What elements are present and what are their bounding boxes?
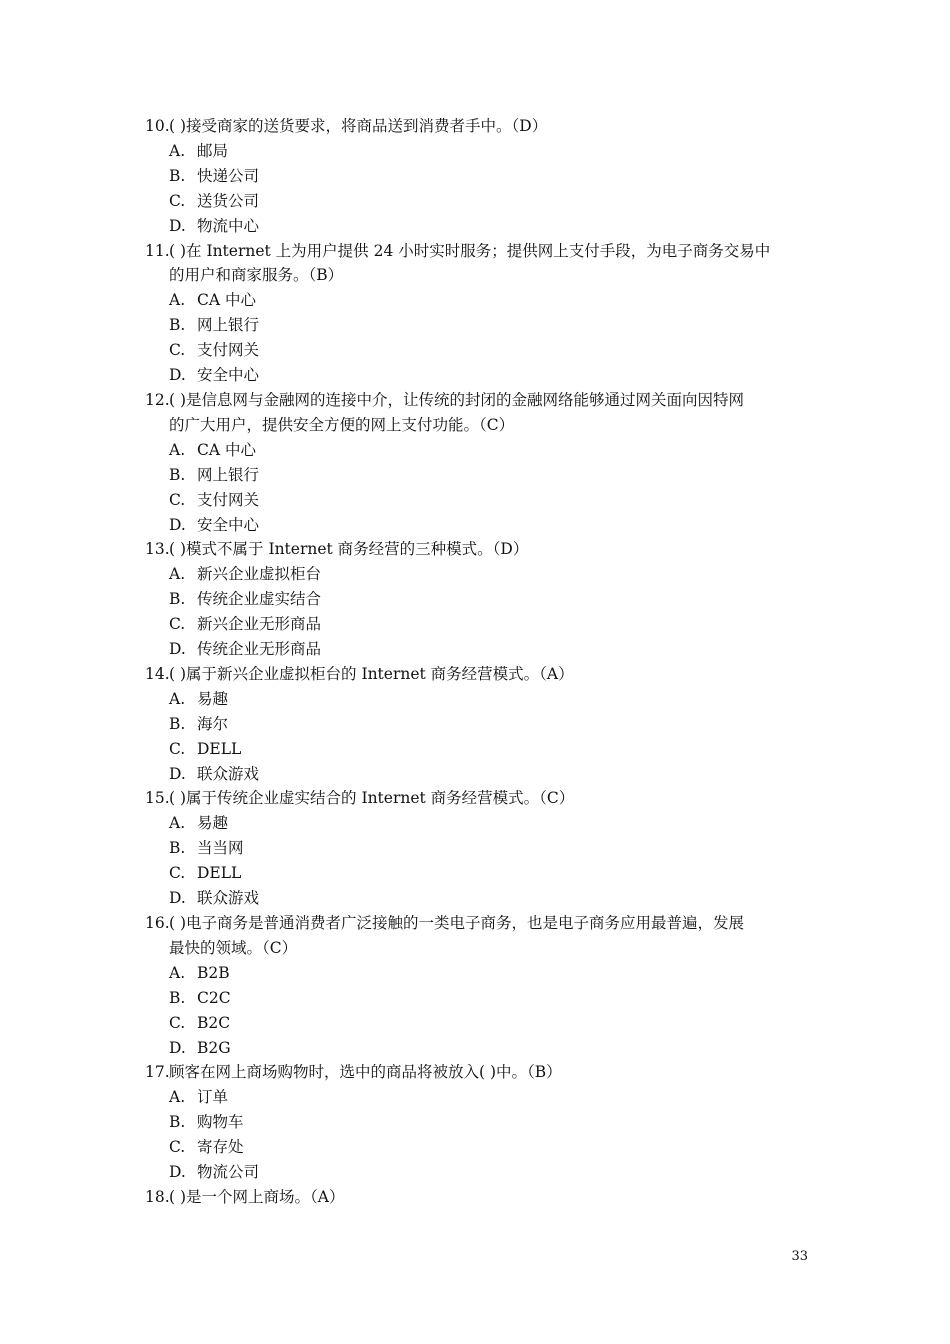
option-label: D. — [169, 764, 186, 783]
option-label: B. — [169, 590, 186, 609]
option-text: 传统企业虚实结合 — [197, 590, 322, 609]
answer-option — [145, 687, 815, 712]
option-label: D. — [169, 216, 186, 235]
option-label: C. — [169, 864, 186, 883]
question-item — [145, 239, 815, 388]
question-number: 13. — [145, 540, 170, 559]
answer-option — [145, 164, 815, 189]
option-label: B. — [169, 465, 186, 484]
question-number: 18. — [145, 1187, 170, 1206]
page-number: 33 — [791, 1249, 808, 1264]
answer-option — [145, 139, 815, 164]
question-text: ( )接受商家的送货要求，将商品送到消费者手中。（D） — [169, 117, 548, 135]
question-number: 14. — [145, 664, 170, 683]
option-text: 购物车 — [197, 1113, 244, 1132]
answer-option — [145, 1036, 815, 1061]
option-text: 支付网关 — [197, 341, 260, 360]
answer-option — [145, 986, 815, 1011]
option-label: B. — [169, 316, 186, 335]
option-label: C. — [169, 739, 186, 758]
option-label: B. — [169, 1113, 186, 1132]
answer-option — [145, 463, 815, 488]
answer-option — [145, 363, 815, 388]
answer-option — [145, 762, 815, 787]
option-label: C. — [169, 615, 186, 634]
question-stem — [145, 911, 815, 936]
option-text: 安全中心 — [197, 366, 260, 385]
option-label: B. — [169, 839, 186, 858]
option-text: C2C — [197, 988, 231, 1007]
question-item — [145, 537, 815, 662]
option-label: A. — [169, 814, 186, 833]
option-label: A. — [169, 440, 186, 459]
option-label: D. — [169, 640, 186, 659]
question-stem — [145, 1060, 815, 1085]
answer-option — [145, 836, 815, 861]
answer-option — [145, 811, 815, 836]
option-text: DELL — [197, 739, 242, 758]
option-text: 网上银行 — [197, 316, 260, 335]
question-item — [145, 911, 815, 1060]
answer-option — [145, 214, 815, 239]
answer-option — [145, 1160, 815, 1185]
option-text: 传统企业无形商品 — [197, 640, 322, 659]
answer-option — [145, 488, 815, 513]
option-label: A. — [169, 963, 186, 982]
question-text: ( )模式不属于 Internet 商务经营的三种模式。（D） — [169, 540, 529, 559]
answer-option — [145, 562, 815, 587]
option-text: 物流中心 — [197, 216, 260, 235]
answer-option — [145, 587, 815, 612]
option-text: 订单 — [197, 1088, 229, 1107]
option-text: 联众游戏 — [197, 764, 260, 783]
option-text: 支付网关 — [197, 490, 260, 509]
option-text: 网上银行 — [197, 465, 260, 484]
option-text: 当当网 — [197, 839, 244, 858]
option-label: D. — [169, 366, 186, 385]
option-text: 新兴企业无形商品 — [197, 615, 322, 634]
question-item — [145, 114, 815, 239]
option-label: D. — [169, 1038, 186, 1057]
question-text: ( )是一个网上商场。（A） — [169, 1187, 345, 1206]
option-label: C. — [169, 341, 186, 360]
answer-option — [145, 961, 815, 986]
question-text: ( )属于新兴企业虚拟柜台的 Internet 商务经营模式。（A） — [169, 664, 574, 683]
option-text: CA 中心 — [197, 291, 256, 310]
question-text: ( )是信息网与金融网的连接中介，让传统的封闭的金融网络能够通过网关面向因特网 — [169, 390, 745, 409]
answer-option — [145, 637, 815, 662]
answer-option — [145, 438, 815, 463]
question-stem — [145, 239, 815, 264]
question-stem — [145, 537, 815, 562]
option-text: B2G — [197, 1038, 231, 1057]
question-item — [145, 1185, 815, 1210]
question-text: ( )属于传统企业虚实结合的 Internet 商务经营模式。（C） — [169, 789, 575, 808]
option-label: A. — [169, 1088, 186, 1107]
answer-option — [145, 288, 815, 313]
option-label: B. — [169, 166, 186, 185]
question-text: 顾客在网上商场购物时，选中的商品将被放入( )中。（B） — [169, 1063, 562, 1082]
question-stem — [145, 662, 815, 687]
option-text: 联众游戏 — [197, 889, 260, 908]
option-label: C. — [169, 191, 186, 210]
option-label: A. — [169, 689, 186, 708]
option-text: 送货公司 — [197, 191, 260, 210]
option-text: 新兴企业虚拟柜台 — [197, 565, 322, 584]
answer-option — [145, 1085, 815, 1110]
option-label: B. — [169, 988, 186, 1007]
question-number: 16. — [145, 914, 170, 932]
answer-option — [145, 861, 815, 886]
question-number: 12. — [145, 390, 170, 409]
question-number: 15. — [145, 789, 170, 808]
option-text: 物流公司 — [197, 1163, 260, 1182]
question-text: ( )在 Internet 上为用户提供 24 小时实时服务；提供网上支付手段，为电子商务交易中 — [169, 241, 771, 260]
question-stem — [145, 1185, 815, 1210]
option-text: 易趣 — [197, 689, 229, 708]
answer-option — [145, 338, 815, 363]
answer-option — [145, 612, 815, 637]
option-text: 快递公司 — [197, 166, 260, 185]
answer-option — [145, 1011, 815, 1036]
option-text: B2B — [197, 963, 230, 982]
question-text: ( )电子商务是普通消费者广泛接触的一类电子商务，也是电子商务应用最普遍，发展 — [169, 914, 745, 932]
option-text: 易趣 — [197, 814, 229, 833]
option-label: D. — [169, 515, 186, 534]
answer-option — [145, 313, 815, 338]
option-label: A. — [169, 141, 186, 160]
question-item — [145, 388, 815, 537]
option-label: B. — [169, 714, 186, 733]
answer-option — [145, 712, 815, 737]
option-text: CA 中心 — [197, 440, 256, 459]
question-text-continued: 最快的领域。（C） — [169, 938, 298, 957]
option-text: B2C — [197, 1013, 231, 1032]
question-stem — [145, 786, 815, 811]
option-text: 寄存处 — [197, 1138, 244, 1157]
question-number: 10. — [145, 117, 170, 135]
question-number: 17. — [145, 1063, 170, 1082]
option-text: 邮局 — [197, 141, 229, 160]
option-label: A. — [169, 291, 186, 310]
question-stem — [145, 388, 815, 413]
question-stem — [145, 114, 815, 139]
question-number: 11. — [145, 241, 170, 260]
answer-option — [145, 737, 815, 762]
question-item — [145, 1060, 815, 1185]
option-label: C. — [169, 1013, 186, 1032]
option-label: A. — [169, 565, 186, 584]
option-label: C. — [169, 490, 186, 509]
option-label: D. — [169, 889, 186, 908]
question-text-continued: 的广大用户，提供安全方便的网上支付功能。（C） — [169, 415, 515, 434]
answer-option — [145, 886, 815, 911]
answer-option — [145, 513, 815, 538]
question-text-continued: 的用户和商家服务。（B） — [169, 266, 344, 285]
option-text: 安全中心 — [197, 515, 260, 534]
question-item — [145, 786, 815, 911]
question-list — [145, 114, 815, 1210]
answer-option — [145, 189, 815, 214]
option-text: DELL — [197, 864, 242, 883]
option-label: C. — [169, 1138, 186, 1157]
answer-option — [145, 1135, 815, 1160]
question-item — [145, 662, 815, 787]
option-text: 海尔 — [197, 714, 229, 733]
answer-option — [145, 1110, 815, 1135]
option-label: D. — [169, 1163, 186, 1182]
